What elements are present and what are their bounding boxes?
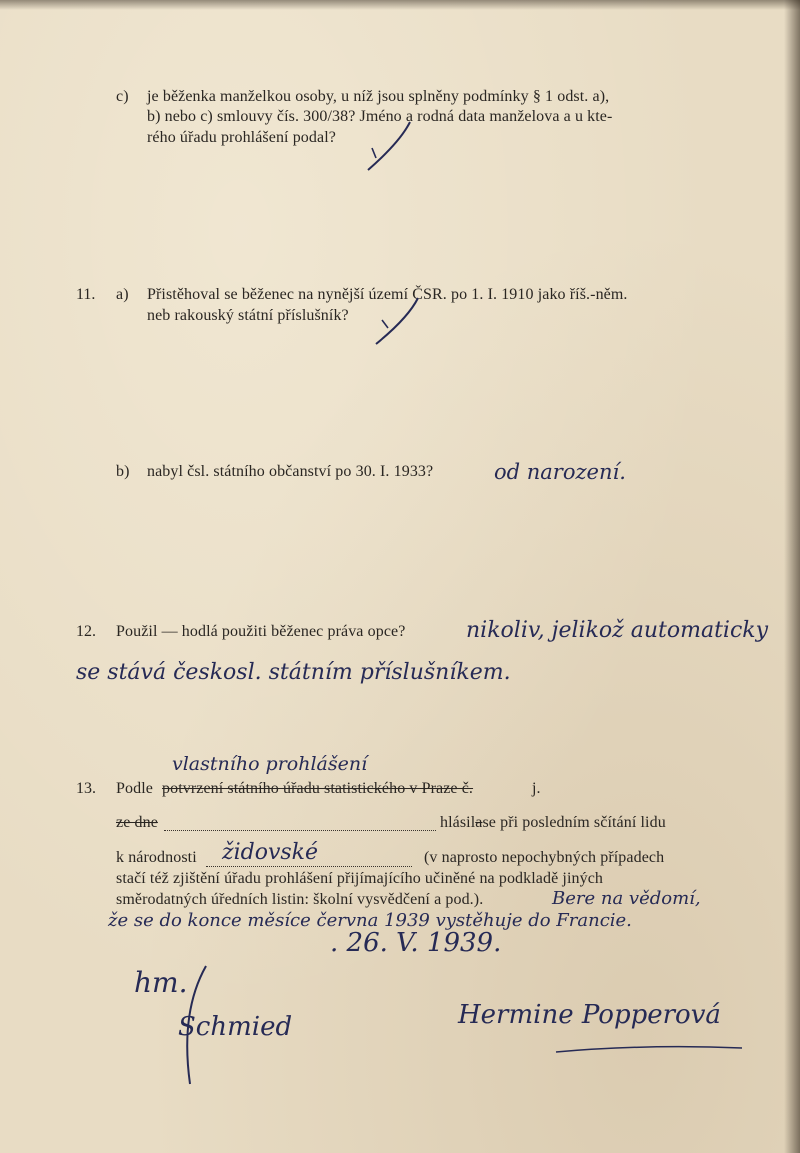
q10c-letter: c) <box>116 88 129 105</box>
q12-handwritten-answer-line-2: se stává českosl. státním příslušníkem. <box>76 660 511 685</box>
q12-number: 12. <box>76 623 96 640</box>
q11b-handwritten-answer: od narození. <box>494 460 626 484</box>
q13-text-line-3: směrodatných úředních listin: školní vysvědčení a pod.). <box>116 891 484 908</box>
q11a-letter: a) <box>116 286 129 303</box>
q10c-line-3: rého úřadu prohlášení podal? <box>147 129 336 146</box>
q11b-letter: b) <box>116 463 130 480</box>
q13-handwritten-date: . 26. V. 1939. <box>330 928 502 958</box>
q11-number: 11. <box>76 286 96 303</box>
q13-ze-dne-label: ze dne <box>116 814 158 831</box>
q13-number: 13. <box>76 780 96 797</box>
q13-struck-text: potvrzení státního úřadu statistického v Praze č. <box>162 780 474 797</box>
date-dotted-line <box>164 830 436 831</box>
q13-handwritten-nationality: židovské <box>222 840 319 865</box>
applicant-signature: Hermine Popperová <box>458 1000 721 1030</box>
q13-text-line-1: (v naprosto nepochybných případech <box>424 849 665 866</box>
q13-handwritten-insertion: vlastního prohlášení <box>172 753 368 775</box>
q13-k-narodnosti-label: k národnosti <box>116 849 197 866</box>
official-initials: hm. <box>134 966 188 999</box>
q10c-line-2: b) nebo c) smlouvy čís. 300/38? Jméno a rodná data manželova a u kte- <box>147 108 613 125</box>
q10c-line-1: je běženka manželkou osoby, u níž jsou splněny podmínky § 1 odst. a), <box>147 88 610 105</box>
signature-flourish <box>176 962 216 1092</box>
q11b-text: nabyl čsl. státního občanství po 30. I. 1933? <box>147 463 434 480</box>
q13-handwritten-note-line-1: Bere na vědomí, <box>552 888 701 909</box>
q13-handwritten-note-line-2: že se do konce měsíce června 1939 vystěhuje do Francie. <box>108 910 632 931</box>
q13-hlasil-text: hlásilase při posledním sčítání lidu <box>440 814 666 831</box>
page-edge-shadow <box>0 0 800 10</box>
page-edge-shadow <box>784 0 800 1153</box>
nationality-dotted-line <box>206 866 412 867</box>
signature-underline <box>556 1038 746 1058</box>
q12-handwritten-answer-line-1: nikoliv, jelikož automaticky <box>466 618 769 643</box>
q13-text-line-2: stačí též zjištění úřadu prohlášení přijímajícího učiněné na podkladě jiných <box>116 870 603 887</box>
q11a-line-2: neb rakouský státní příslušník? <box>147 307 349 324</box>
q11a-line-1: Přistěhoval se běženec na nynější území ČSR. po 1. I. 1910 jako říš.-něm. <box>147 286 628 303</box>
answer-slash-mark <box>360 118 420 174</box>
official-signature: Schmied <box>178 1012 293 1042</box>
q13-podle-label: Podle <box>116 780 153 797</box>
answer-slash-mark <box>370 292 430 348</box>
q13-j-suffix: j. <box>532 780 541 797</box>
q12-text: Použil — hodlá použiti běženec práva opce? <box>116 623 406 640</box>
